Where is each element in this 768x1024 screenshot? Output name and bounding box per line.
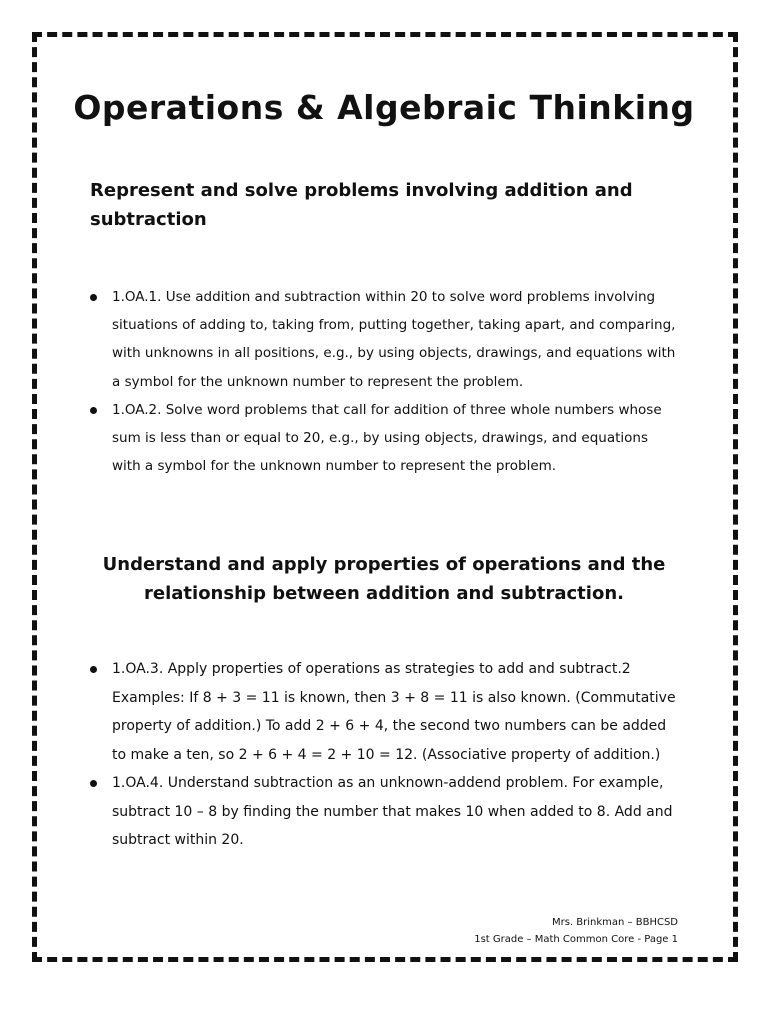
bullet-icon: [90, 294, 97, 301]
list-item: [88, 283, 678, 396]
list-item: [88, 769, 678, 855]
section-heading-represent-solve: Represent and solve problems involving addition and subtraction: [90, 180, 633, 230]
section-heading-properties: Understand and apply properties of operations and the relationship between addition and subtraction.: [102, 554, 666, 604]
standard-text-1oa2: 1.OA.2. Solve word problems that call for addition of three whole numbers whose sum is less than or equal to 20, e.g., by using objects, drawings, and equations with a symbol for the unknown number to represent the problem.: [112, 401, 662, 475]
bullet-icon: [90, 407, 97, 414]
footer-author: Mrs. Brinkman – BBHCSD: [551, 917, 678, 928]
standards-list-2: [88, 655, 678, 855]
bullet-icon: [90, 666, 97, 673]
page-footer: [474, 914, 678, 948]
footer-course-page: 1st Grade – Math Common Core - Page 1: [474, 934, 678, 945]
list-item: [88, 396, 678, 481]
standard-text-1oa4: 1.OA.4. Understand subtraction as an unknown-addend problem. For example, subtract 10 – 8 by finding the number that makes 10 when added to 8. Add and subtract within 20.: [112, 775, 673, 848]
list-item: [88, 655, 678, 769]
standard-text-1oa3: 1.OA.3. Apply properties of operations as strategies to add and subtract.2 Examples: If 8 + 3 = 11 is known, then 3 + 8 = 11 is also known. (Commutative property of addition.) To add 2 + 6 + 4, the second two numbers can be added to make a ten, so 2 + 6 + 4 = 2 + 10 = 12. (Associative property of addition.): [112, 661, 676, 763]
page-title: Operations & Algebraic Thinking: [73, 88, 695, 127]
bullet-icon: [90, 780, 97, 787]
standards-list-1: [88, 283, 678, 480]
standard-text-1oa1: 1.OA.1. Use addition and subtraction within 20 to solve word problems involving situations of adding to, taking from, putting together, taking apart, and comparing, with unknowns in all positions, e.g., by using objects, drawings, and equations with a symbol for the unknown number to represent the problem.: [112, 289, 676, 390]
